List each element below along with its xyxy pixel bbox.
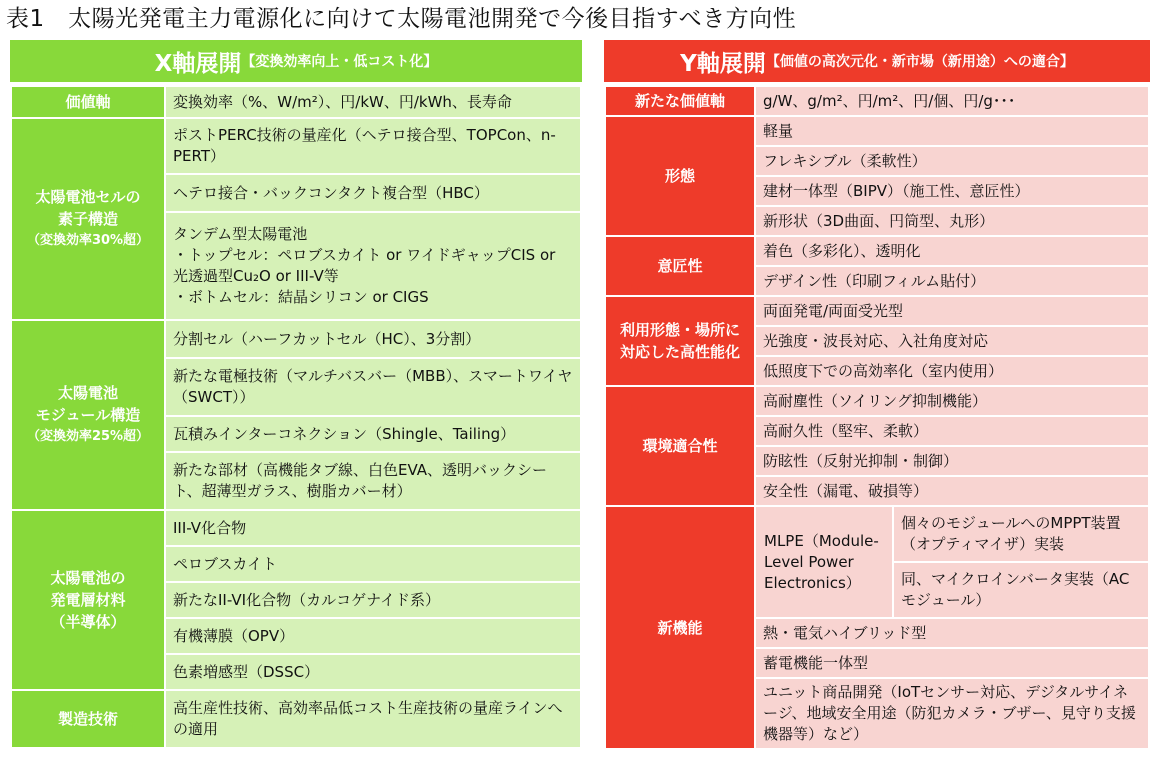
- x-row-manufacturing: [11, 690, 581, 748]
- y-item: 個々のモジュールへのMPPT装置（オプティマイザ）実装: [893, 506, 1149, 562]
- x-panel-heading: X軸展開: [154, 50, 242, 77]
- x-category-module-line1: 太陽電池: [57, 384, 118, 402]
- y-item: 蓄電機能一体型: [755, 648, 1149, 678]
- y-category-new-function: 新機能: [605, 506, 755, 749]
- y-category-value-axis: 新たな価値軸: [605, 86, 755, 116]
- y-axis-panel: [604, 40, 1150, 750]
- y-row-design: [605, 236, 1149, 266]
- x-item: 有機薄膜（OPV）: [165, 618, 581, 654]
- x-category-material-line1: 太陽電池の: [50, 569, 126, 587]
- x-item: 新たな電極技術（マルチバスバー（MBB）、スマートワイヤ（SWCT））: [165, 358, 581, 416]
- y-item: 両面発電/両面受光型: [755, 296, 1149, 326]
- x-item-value-axis: 変換効率（%、W/m²）、円/kW、円/kWh、長寿命: [165, 86, 581, 118]
- y-item: ユニット商品開発（IoTセンサー対応、デジタルサイネージ、地域安全用途（防犯カメラ・ブザー、見守り支援機器等）など）: [755, 678, 1149, 749]
- x-row-module: [11, 320, 581, 358]
- x-category-cell: [11, 118, 165, 320]
- y-panel-subheading: 【価値の高次元化・新市場（新用途）への適合】: [765, 54, 1074, 70]
- x-item: ヘテロ接合・バックコンタクト複合型（HBC）: [165, 174, 581, 212]
- y-category-usage-line2: 対応した高性能化: [619, 343, 740, 361]
- x-row-cell: [11, 118, 581, 174]
- y-item: フレキシブル（柔軟性）: [755, 146, 1149, 176]
- y-item: 光強度・波長対応、入社角度対応: [755, 326, 1149, 356]
- y-row-form: [605, 116, 1149, 146]
- x-item: ポストPERC技術の量産化（ヘテロ接合型、TOPCon、n-PERT）: [165, 118, 581, 174]
- x-category-cell-line1: 太陽電池セルの: [35, 188, 141, 206]
- x-category-cell-line2: 素子構造: [57, 210, 118, 228]
- x-axis-table: [10, 85, 582, 749]
- x-item: 分割セル（ハーフカットセル（HC）、3分割）: [165, 320, 581, 358]
- y-item: 建材一体型（BIPV）（施工性、意匠性）: [755, 176, 1149, 206]
- y-item: 高耐塵性（ソイリング抑制機能）: [755, 386, 1149, 416]
- y-item: 防眩性（反射光抑制・制御）: [755, 446, 1149, 476]
- x-item-line: タンデム型太陽電池: [173, 225, 308, 243]
- x-item: 新たな部材（高機能タブ線、白色EVA、透明バックシート、超薄型ガラス、樹脂カバー材）: [165, 452, 581, 510]
- x-item-line: ・トップセル：ペロブスカイト or ワイドギャップCIS or 光透過型Cu₂O or III-V等: [173, 246, 556, 285]
- y-item: 新形状（3D曲面、円筒型、丸形）: [755, 206, 1149, 236]
- y-category-design: 意匠性: [605, 236, 755, 296]
- x-axis-panel: [10, 40, 582, 749]
- y-item: 低照度下での高効率化（室内使用）: [755, 356, 1149, 386]
- x-category-material: [11, 510, 165, 690]
- x-category-cell-note: （変換効率30%超）: [26, 233, 150, 248]
- y-row-usage: [605, 296, 1149, 326]
- x-item: III-V化合物: [165, 510, 581, 546]
- x-category-material-line3: （半導体）: [50, 613, 126, 631]
- x-row-material: [11, 510, 581, 546]
- y-item: 高耐久性（堅牢、柔軟）: [755, 416, 1149, 446]
- x-panel-subheading: 【変換効率向上・低コスト化】: [241, 54, 438, 70]
- x-item: 瓦積みインターコネクション（Shingle、Tailing）: [165, 416, 581, 452]
- y-item-mlpe: MLPE（Module-Level Power Electronics）: [755, 506, 893, 618]
- y-item: 熱・電気ハイブリッド型: [755, 618, 1149, 648]
- x-item: 色素増感型（DSSC）: [165, 654, 581, 690]
- x-item: ペロブスカイト: [165, 546, 581, 582]
- y-axis-table: [604, 85, 1150, 750]
- x-category-module-note: （変換効率25%超）: [26, 429, 150, 444]
- x-item: 高生産性技術、高効率品低コスト生産技術の量産ラインへの適用: [165, 690, 581, 748]
- y-item: デザイン性（印刷フィルム貼付）: [755, 266, 1149, 296]
- x-category-material-line2: 発電層材料: [50, 591, 126, 609]
- x-category-value-axis: 価値軸: [11, 86, 165, 118]
- y-category-environment: 環境適合性: [605, 386, 755, 506]
- x-category-module: [11, 320, 165, 510]
- y-item: 着色（多彩化）、透明化: [755, 236, 1149, 266]
- y-row-value-axis: [605, 86, 1149, 116]
- x-item: 新たなII-VI化合物（カルコゲナイド系）: [165, 582, 581, 618]
- y-item: 同、マイクロインバータ実装（ACモジュール）: [893, 562, 1149, 618]
- x-category-module-line2: モジュール構造: [35, 406, 141, 424]
- x-category-manufacturing: 製造技術: [11, 690, 165, 748]
- x-item-line: ・ボトムセル：結晶シリコン or CIGS: [173, 288, 429, 306]
- x-panel-header: [10, 40, 582, 82]
- y-panel-heading: Y軸展開: [680, 50, 766, 77]
- y-row-environment: [605, 386, 1149, 416]
- y-item: 安全性（漏電、破損等）: [755, 476, 1149, 506]
- x-item-tandem: [165, 212, 581, 320]
- y-row-new-function: [605, 506, 1149, 562]
- y-panel-header: [604, 40, 1150, 82]
- y-category-usage: [605, 296, 755, 386]
- page-title: 表1 太陽光発電主力電源化に向けて太陽電池開発で今後目指すべき方向性: [6, 6, 797, 32]
- y-item: 軽量: [755, 116, 1149, 146]
- y-item-value-axis: g/W、g/m²、円/m²、円/個、円/g･･･: [755, 86, 1149, 116]
- y-category-form: 形態: [605, 116, 755, 236]
- x-row-value-axis: [11, 86, 581, 118]
- y-category-usage-line1: 利用形態・場所に: [619, 321, 740, 339]
